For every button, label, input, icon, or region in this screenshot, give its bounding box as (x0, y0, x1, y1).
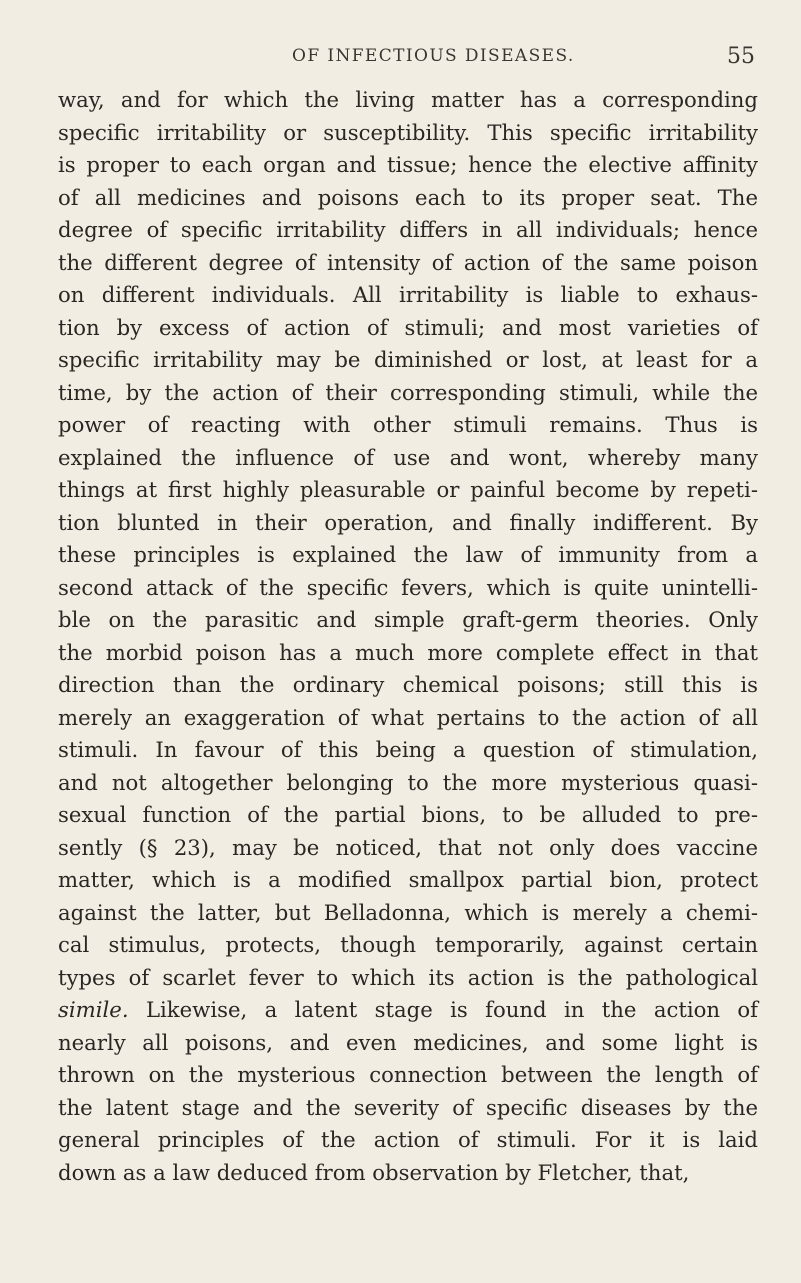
text-line: the latent stage and the severity of specific diseases by the (58, 1094, 758, 1120)
text-line: is proper to each organ and tissue; hence the elective affinity (58, 152, 758, 177)
text-line: sexual function of the partial bions, to be alluded to pre- (58, 802, 758, 827)
text-line: ble on the parasitic and simple graft-germ theories. Only (58, 607, 758, 632)
text-line: stimuli. In favour of this being a question of stimulation, (58, 737, 758, 762)
body-text (58, 84, 758, 1189)
text-line: power of reacting with other stimuli remains. Thus is (58, 412, 758, 437)
text-line: second attack of the specific fevers, which is quite unintelli- (58, 574, 758, 600)
text-line: direction than the ordinary chemical poisons; still this is (58, 672, 758, 697)
text-line: against the latter, but Belladonna, which is merely a chemi- (58, 899, 758, 925)
text-line: thrown on the mysterious connection between the length of (58, 1062, 758, 1087)
text-line: sently (§ 23), may be noticed, that not only does vaccine (58, 834, 758, 860)
running-title: OF INFECTIOUS DISEASES. (292, 46, 575, 66)
text-line: nearly all poisons, and even medicines, and some light is (58, 1029, 758, 1055)
text-line: things at first highly pleasurable or painful become by repeti- (58, 477, 758, 502)
text-line: matter, which is a modified smallpox partial bion, protect (58, 867, 758, 892)
text-line: tion by excess of action of stimuli; and most varieties of (58, 314, 758, 340)
text-line: of all medicines and poisons each to its proper seat. The (58, 184, 758, 210)
italic-word: simile. (58, 997, 129, 1022)
text-line: tion blunted in their operation, and finally indifferent. By (58, 509, 758, 535)
text-line: the different degree of intensity of action of the same poison (58, 249, 758, 275)
text-line: types of scarlet fever to which its action is the pathological (58, 964, 758, 990)
text-line: the morbid poison has a much more complete effect in that (58, 639, 758, 665)
text-line: explained the influence of use and wont, whereby many (58, 444, 758, 470)
text-line-mixed (58, 994, 758, 1027)
text-line: specific irritability or susceptibility. This specific irritability (58, 119, 758, 145)
text-line: general principles of the action of stimuli. For it is laid (58, 1127, 758, 1152)
text-line: down as a law deduced from observation by Fletcher, that, (58, 1159, 690, 1185)
text-line: these principles is explained the law of immunity from a (58, 542, 758, 567)
text-line: on different individuals. All irritability is liable to exhaus- (58, 282, 758, 307)
text-line-rest: Likewise, a latent stage is found in the action of (128, 997, 758, 1022)
text-line: cal stimulus, protects, though temporarily, against certain (58, 932, 758, 957)
text-line: specific irritability may be diminished or lost, at least for a (58, 347, 758, 372)
running-head (0, 46, 801, 82)
text-line: time, by the action of their corresponding stimuli, while the (58, 379, 758, 405)
text-line: and not altogether belonging to the more mysterious quasi- (58, 769, 758, 795)
text-line: way, and for which the living matter has a corresponding (58, 87, 758, 112)
page-number: 55 (727, 44, 755, 69)
text-line: degree of specific irritability differs in all individuals; hence (58, 217, 758, 242)
text-line: merely an exaggeration of what pertains to the action of all (58, 704, 758, 730)
